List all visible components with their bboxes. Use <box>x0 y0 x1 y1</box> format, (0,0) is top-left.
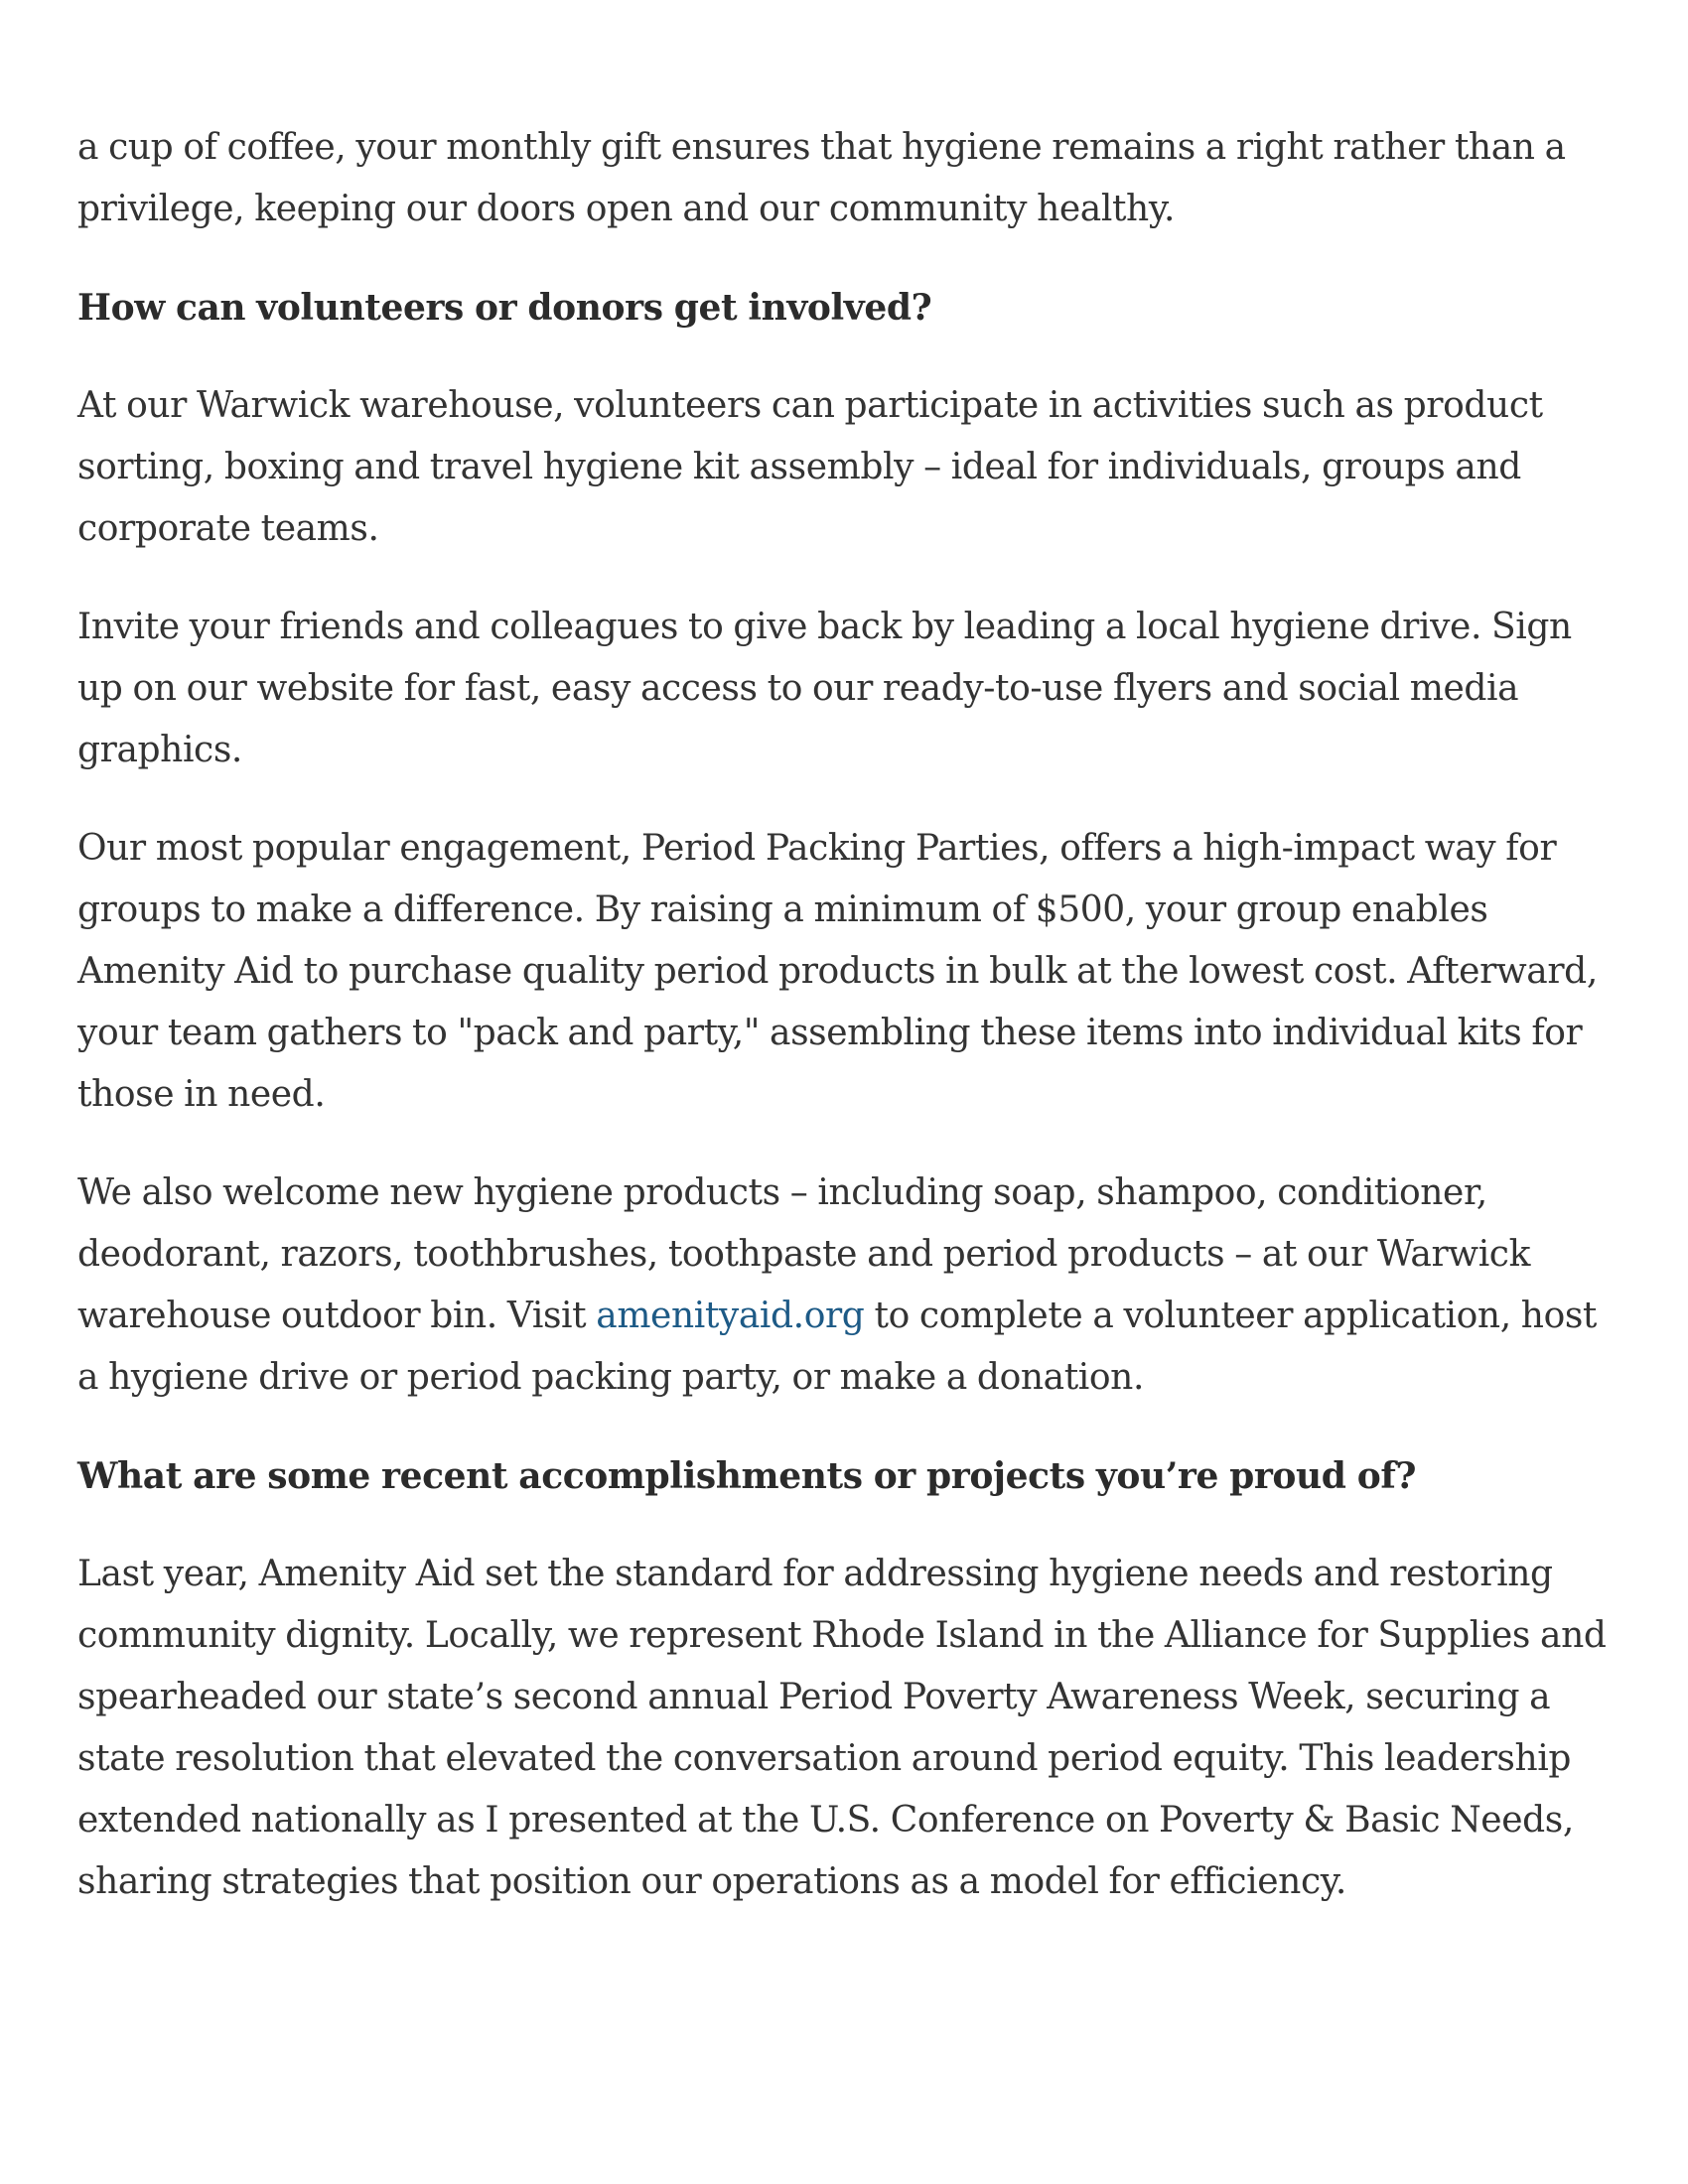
heading-get-involved: How can volunteers or donors get involved? <box>77 287 932 329</box>
paragraph-intro: a cup of coffee, your monthly gift ensures that hygiene remains a right rather than a privilege, keeping our doors open and our community healthy. <box>77 127 1566 229</box>
amenityaid-link[interactable]: amenityaid.org <box>596 1296 865 1336</box>
paragraph-product-donations-text-start: We also welcome new hygiene products – including soap, shampoo, conditioner, deodorant, razors, toothbrushes, toothpaste and period products – at our Warwick warehouse outdoor bin. Visit <box>77 1172 1530 1336</box>
paragraph-last-year: Last year, Amenity Aid set the standard for addressing hygiene needs and restoring community dignity. Locally, we represent Rhode Island in the Alliance for Supplies and spearheaded our state’s second annual Period Poverty Awareness Week, securing a state resolution that elevated the conversation around period equity. This leadership extended nationally as I presented at the U.S. Conference on Poverty & Basic Needs, sharing strategies that position our operations as a model for efficiency. <box>77 1554 1607 1902</box>
heading-accomplishments: What are some recent accomplishments or projects you’re proud of? <box>77 1455 1417 1497</box>
paragraph-product-donations <box>77 1162 1626 1409</box>
article-body <box>77 117 1626 1950</box>
paragraph-product-donations-text-end: to complete a volunteer application, host a hygiene drive or period packing party, or make a donation. <box>77 1296 1597 1398</box>
paragraph-period-packing-parties: Our most popular engagement, Period Packing Parties, offers a high-impact way for groups to make a difference. By raising a minimum of $500, your group enables Amenity Aid to purchase quality period products in bulk at the lowest cost. Afterward, your team gathers to "pack and party," assembling these items into individual kits for those in need. <box>77 828 1598 1115</box>
paragraph-warehouse-volunteering: At our Warwick warehouse, volunteers can participate in activities such as product sorting, boxing and travel hygiene kit assembly – ideal for individuals, groups and corporate teams. <box>77 385 1543 549</box>
paragraph-hygiene-drive: Invite your friends and colleagues to give back by leading a local hygiene drive. Sign up on our website for fast, easy access to our ready-to-use flyers and social media graphics. <box>77 607 1572 770</box>
